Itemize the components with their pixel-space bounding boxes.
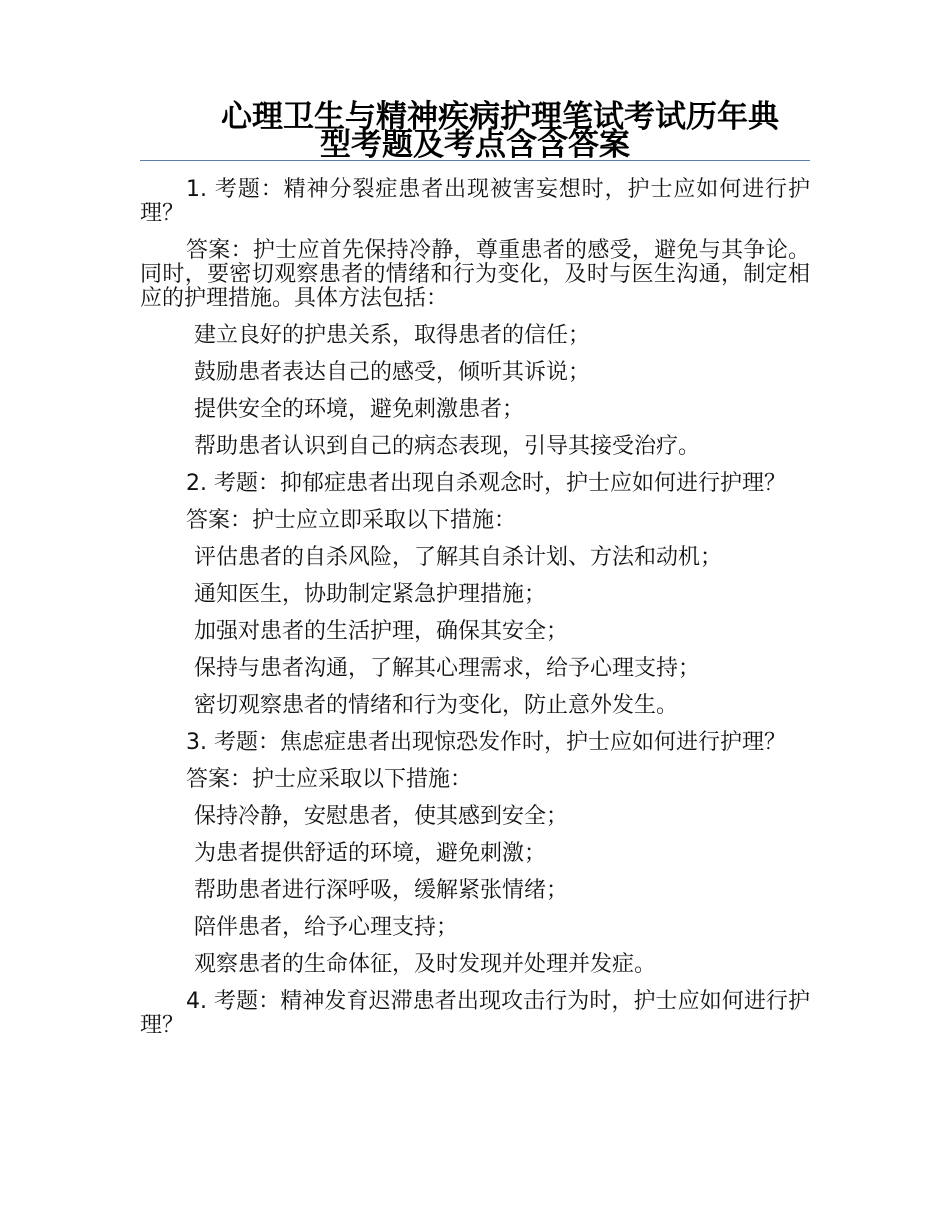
answer-3-item: 观察患者的生命体征，及时发现并处理并发症。 — [194, 952, 657, 977]
answer-2-item: 评估患者的自杀风险，了解其自杀计划、方法和动机； — [194, 545, 723, 570]
answer-2-item: 保持与患者沟通，了解其心理需求，给予心理支持； — [194, 656, 701, 681]
title-line-1: 心理卫生与精神疾病护理笔试考试历年典 — [221, 99, 779, 135]
question-1: 1. 考题：精神分裂症患者出现被害妄想时，护士应如何进行护理？ — [140, 177, 810, 226]
answer-3-item: 保持冷静，安慰患者，使其感到安全； — [194, 804, 569, 829]
document-title — [140, 99, 810, 163]
answer-1: 答案：护士应首先保持冷静，尊重患者的感受，避免与其争论。同时，要密切观察患者的情绪和行为变化，及时与医生沟通，制定相应的护理措施。具体方法包括： — [140, 238, 810, 311]
answer-3-item: 帮助患者进行深呼吸，缓解紧张情绪； — [194, 878, 569, 903]
answer-1-item: 鼓励患者表达自己的感受，倾听其诉说； — [194, 360, 591, 385]
answer-3: 答案：护士应采取以下措施： — [186, 767, 473, 792]
document-body — [140, 178, 810, 1051]
answer-1-item: 建立良好的护患关系，取得患者的信任； — [194, 323, 591, 348]
answer-2-item: 通知医生，协助制定紧急护理措施； — [194, 582, 547, 607]
answer-1-item: 提供安全的环境，避免刺激患者； — [194, 397, 525, 422]
answer-2-item: 加强对患者的生活护理，确保其安全； — [194, 619, 569, 644]
answer-1-item: 帮助患者认识到自己的病态表现，引导其接受治疗。 — [194, 434, 701, 459]
question-2: 2. 考题：抑郁症患者出现自杀观念时，护士应如何进行护理？ — [186, 471, 786, 496]
answer-2: 答案：护士应立即采取以下措施： — [186, 508, 517, 533]
question-3: 3. 考题：焦虑症患者出现惊恐发作时，护士应如何进行护理？ — [186, 730, 786, 755]
question-4: 4. 考题：精神发育迟滞患者出现攻击行为时，护士应如何进行护理？ — [140, 989, 810, 1038]
title-line-2: 型考题及考点含含答案 — [320, 127, 630, 163]
answer-2-item: 密切观察患者的情绪和行为变化，防止意外发生。 — [194, 693, 679, 718]
answer-3-item: 为患者提供舒适的环境，避免刺激； — [194, 841, 547, 866]
answer-3-item: 陪伴患者，给予心理支持； — [194, 915, 459, 940]
title-underline — [140, 160, 810, 161]
